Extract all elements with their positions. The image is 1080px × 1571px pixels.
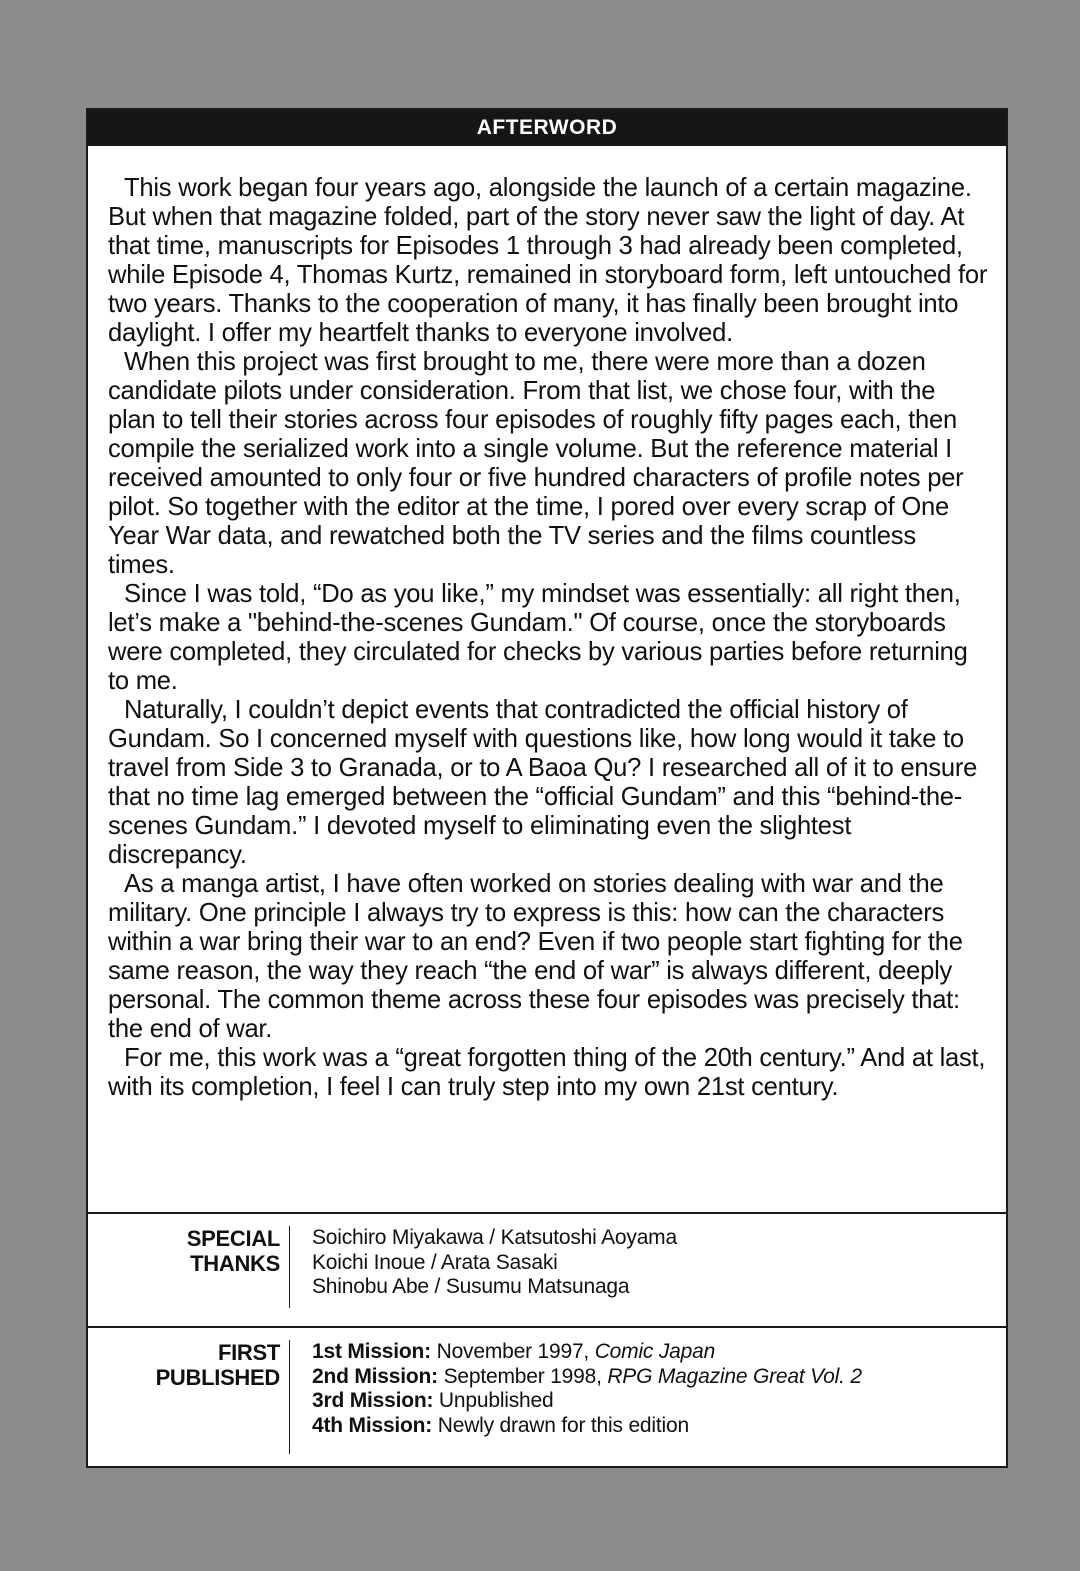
label-line: FIRST (217, 1340, 280, 1365)
publication-line (312, 1389, 992, 1414)
paragraph: When this project was first brought to me, there were more than a dozen candidate pilots under consideration. From that list, we chose four, with the plan to tell their stories across four episodes of roughly fifty pages each, then compile the serialized work into a single volume. But the reference material I received amounted to only four or five hundred characters of profile notes per pilot. So together with the editor at the time, I pored over every scrap of One Year War data, and rewatched both the TV series and the films countless times. (108, 348, 964, 579)
label-line: SPECIAL (186, 1226, 280, 1251)
mission-label: 1st Mission: (312, 1340, 431, 1363)
afterword-title: AFTERWORD (476, 116, 618, 139)
paragraph: For me, this work was a “great forgotten thing of the 20th century.” And at last, with its completion, I feel I can truly step into my own 21st century. (108, 1044, 986, 1101)
afterword-body (108, 174, 988, 1102)
publication-list (312, 1340, 992, 1438)
paragraph: Since I was told, “Do as you like,” my mindset was essentially: all right then, let’s make a "behind-the-scenes Gundam." Of course, once the storyboards were completed, they circulated for checks by various parties before returning to me. (108, 580, 968, 695)
label-line: PUBLISHED (155, 1365, 280, 1390)
special-thanks-section (88, 1226, 1006, 1312)
mission-date: Unpublished (433, 1389, 554, 1412)
publication-line (312, 1365, 992, 1390)
vertical-rule (289, 1340, 290, 1454)
afterword-header (88, 110, 1006, 146)
publication-title: RPG Magazine Great Vol. 2 (607, 1364, 862, 1388)
label-line: THANKS (190, 1251, 280, 1276)
vertical-rule (289, 1226, 290, 1308)
afterword-page (86, 108, 1008, 1468)
thanks-line: Koichi Inoue / Arata Sasaki (312, 1250, 558, 1274)
thanks-line: Shinobu Abe / Susumu Matsunaga (312, 1275, 630, 1298)
publication-line (312, 1414, 992, 1439)
publication-title: Comic Japan (594, 1340, 716, 1363)
paragraph: This work began four years ago, alongside the launch of a certain magazine. But when that magazine folded, part of the story never saw the light of day. At that time, manuscripts for Episodes 1 through 3 had already been completed, while Episode 4, Thomas Kurtz, remained in storyboard form, left untouched for two years. Thanks to the cooperation of many, it has finally been brought into daylight. I offer my heartfelt thanks to everyone involved. (108, 174, 988, 347)
section-divider (88, 1326, 1006, 1328)
paragraph: Naturally, I couldn’t depict events that contradicted the official history of Gundam. So I concerned myself with questions like, how long would it take to travel from Side 3 to Granada, or to A Baoa Qu? I researched all of it to ensure that no time lag emerged between the “official Gundam” and this “behind-the-scenes Gundam.” I devoted myself to eliminating even the slightest discrepancy. (108, 696, 978, 869)
paragraph: As a manga artist, I have often worked on stories dealing with war and the military. One principle I always try to express is this: how can the characters within a war bring their war to an end? Even if two people start fighting for the same reason, the way they reach “the end of war” is always different, deeply personal. The common theme across these four episodes was precisely that: the end of war. (108, 870, 963, 1043)
section-divider (88, 1212, 1006, 1214)
first-published-label (128, 1340, 280, 1390)
mission-label: 3rd Mission: (312, 1389, 434, 1412)
mission-date: November 1997, (430, 1340, 595, 1363)
special-thanks-names (312, 1226, 992, 1300)
thanks-line: Soichiro Miyakawa / Katsutoshi Aoyama (312, 1226, 677, 1249)
mission-label: 2nd Mission: (312, 1364, 438, 1388)
mission-date: Newly drawn for this edition (432, 1413, 689, 1437)
first-published-section (88, 1340, 1006, 1456)
special-thanks-label (128, 1226, 280, 1276)
mission-date: September 1998, (437, 1364, 608, 1388)
publication-line (312, 1340, 992, 1365)
mission-label: 4th Mission: (312, 1413, 433, 1437)
